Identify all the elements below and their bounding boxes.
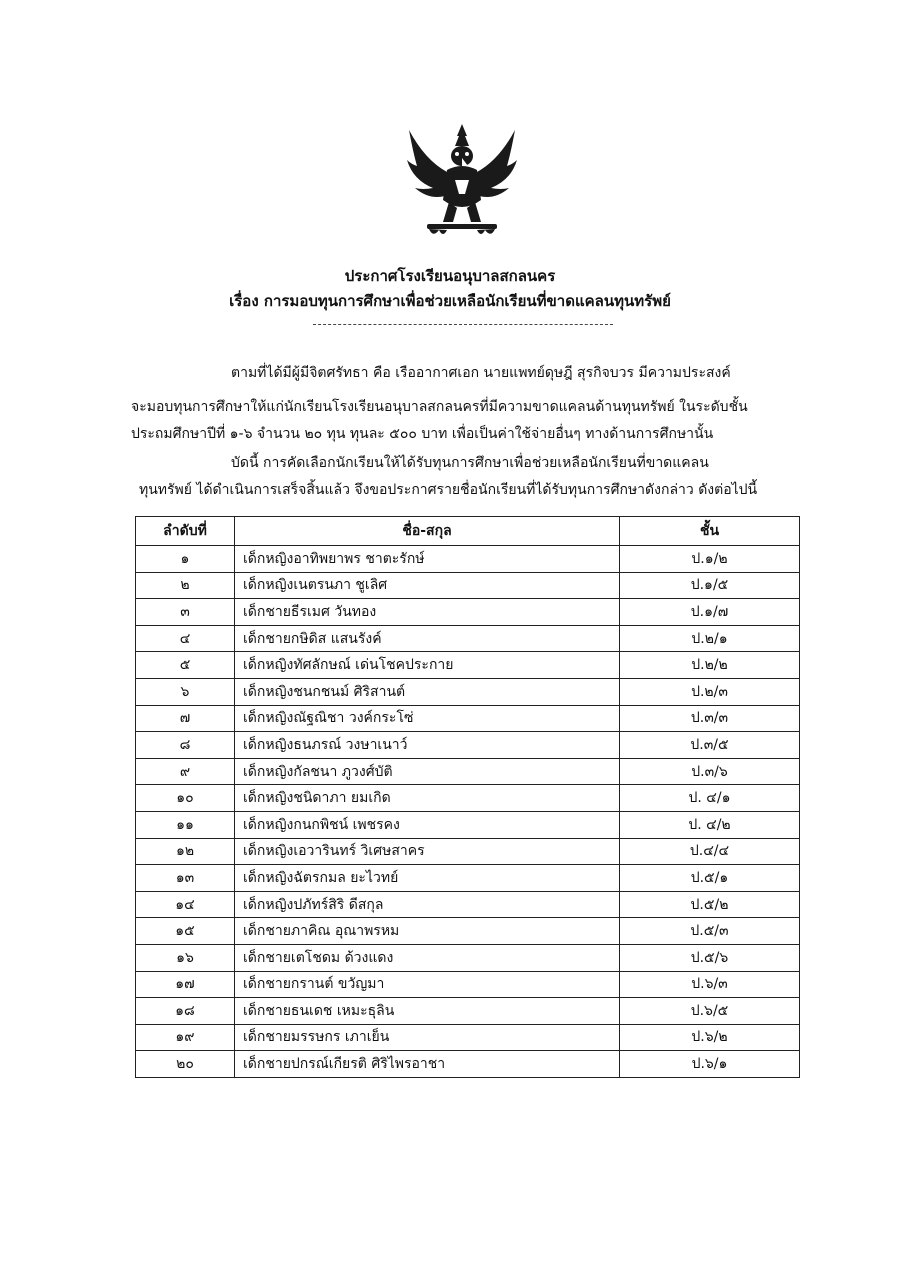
row-name: เด็กชายธนเดช เหมะธุลิน (235, 998, 620, 1025)
table-row (136, 838, 800, 865)
row-name: เด็กหญิงปภัทร์สิริ ดีสกุล (235, 891, 620, 918)
row-class: ป.๓/๕ (620, 732, 800, 759)
row-class: ป.๖/๓ (620, 971, 800, 998)
row-name: เด็กหญิงชนิดาภา ยมเกิด (235, 785, 620, 812)
table-row (136, 625, 800, 652)
row-order: ๑ (136, 546, 235, 573)
body-line-2: จะมอบทุนการศึกษาให้แก่นักเรียนโรงเรียนอนุบาลสกลนครที่มีความขาดแคลนด้านทุนทรัพย์ ในระดับชั้น (131, 399, 748, 415)
table-row (136, 944, 800, 971)
row-order: ๑๘ (136, 998, 235, 1025)
row-class: ป.๔/๔ (620, 838, 800, 865)
table-row (136, 811, 800, 838)
table-row (136, 572, 800, 599)
row-order: ๘ (136, 732, 235, 759)
table-row (136, 732, 800, 759)
row-class: ป.๕/๓ (620, 918, 800, 945)
row-class: ป.๓/๓ (620, 705, 800, 732)
body-line-4: บัดนี้ การคัดเลือกนักเรียนให้ได้รับทุนการศึกษาเพื่อช่วยเหลือนักเรียนที่ขาดแคลน (231, 455, 709, 471)
row-name: เด็กชายมรรษกร เภาเย็น (235, 1024, 620, 1051)
row-order: ๑๗ (136, 971, 235, 998)
page-title: ประกาศโรงเรียนอนุบาลสกลนคร (344, 267, 556, 285)
table-row (136, 891, 800, 918)
row-class: ป.๖/๑ (620, 1051, 800, 1078)
row-name: เด็กหญิงกัลชนา ภูวงศ์บัติ (235, 758, 620, 785)
row-class: ป.๕/๖ (620, 944, 800, 971)
row-class: ป.๒/๑ (620, 625, 800, 652)
row-class: ป.๓/๖ (620, 758, 800, 785)
table-row (136, 1051, 800, 1078)
row-class: ป.๕/๑ (620, 865, 800, 892)
table-row (136, 998, 800, 1025)
table-row (136, 546, 800, 573)
row-order: ๑๐ (136, 785, 235, 812)
table-header-row (136, 517, 800, 546)
row-name: เด็กชายกษิดิส แสนรังค์ (235, 625, 620, 652)
body-line-1: ตามที่ได้มีผู้มีจิตศรัทธา คือ เรืออากาศเอก นายแพทย์ดุษฎี สุรกิจบวร มีความประสงค์ (231, 365, 731, 381)
separator-dashed-line (313, 324, 613, 325)
row-class: ป. ๔/๑ (620, 785, 800, 812)
row-class: ป.๒/๒ (620, 652, 800, 679)
garuda-emblem-icon (403, 122, 521, 240)
row-order: ๗ (136, 705, 235, 732)
scholarship-table (135, 516, 800, 1078)
row-name: เด็กหญิงอาทิพยาพร ชาตะรักษ์ (235, 546, 620, 573)
table-row (136, 758, 800, 785)
row-order: ๑๓ (136, 865, 235, 892)
row-name: เด็กหญิงฉัตรกมล ยะไวทย์ (235, 865, 620, 892)
row-order: ๑๖ (136, 944, 235, 971)
row-class: ป.๕/๒ (620, 891, 800, 918)
row-class: ป.๑/๕ (620, 572, 800, 599)
row-class: ป.๑/๗ (620, 599, 800, 626)
row-name: เด็กหญิงเนตรนภา ชูเลิศ (235, 572, 620, 599)
row-order: ๕ (136, 652, 235, 679)
header-class: ชั้น (620, 517, 800, 546)
row-class: ป.๖/๕ (620, 998, 800, 1025)
row-name: เด็กหญิงณัฐณิชา วงค์กระโซ่ (235, 705, 620, 732)
row-class: ป. ๔/๒ (620, 811, 800, 838)
row-class: ป.๑/๒ (620, 546, 800, 573)
table-row (136, 1024, 800, 1051)
table-row (136, 705, 800, 732)
table-row (136, 971, 800, 998)
row-order: ๑๒ (136, 838, 235, 865)
table-row (136, 678, 800, 705)
row-order: ๖ (136, 678, 235, 705)
page-subject: เรื่อง การมอบทุนการศึกษาเพื่อช่วยเหลือนักเรียนที่ขาดแคลนทุนทรัพย์ (229, 292, 671, 310)
row-class: ป.๖/๒ (620, 1024, 800, 1051)
header-order: ลำดับที่ (136, 517, 235, 546)
table-row (136, 652, 800, 679)
row-order: ๒ (136, 572, 235, 599)
row-name: เด็กหญิงกนกพิชน์ เพชรคง (235, 811, 620, 838)
row-name: เด็กชายภาคิณ อุณาพรหม (235, 918, 620, 945)
row-name: เด็กหญิงธนภรณ์ วงษาเนาว์ (235, 732, 620, 759)
row-order: ๑๔ (136, 891, 235, 918)
table-row (136, 785, 800, 812)
row-name: เด็กชายปกรณ์เกียรติ ศิริไพรอาชา (235, 1051, 620, 1078)
table-row (136, 865, 800, 892)
body-line-5: ทุนทรัพย์ ได้ดำเนินการเสร็จสิ้นแล้ว จึงขอประกาศรายชื่อนักเรียนที่ได้รับทุนการศึกษาดังกล่าว ดังต่อไปนี้ (139, 482, 758, 498)
row-name: เด็กชายธีรเมศ วันทอง (235, 599, 620, 626)
body-line-3: ประถมศึกษาปีที่ ๑-๖ จำนวน ๒๐ ทุน ทุนละ ๕๐๐ บาท เพื่อเป็นค่าใช้จ่ายอื่นๆ ทางด้านการศึกษานั้น (131, 426, 714, 442)
table-row (136, 599, 800, 626)
row-name: เด็กชายเตโชดม ด้วงแดง (235, 944, 620, 971)
row-order: ๑๑ (136, 811, 235, 838)
row-order: ๙ (136, 758, 235, 785)
row-name: เด็กหญิงทัศลักษณ์ เด่นโชคประกาย (235, 652, 620, 679)
row-order: ๔ (136, 625, 235, 652)
row-name: เด็กหญิงเอวารินทร์ วิเศษสาคร (235, 838, 620, 865)
header-name: ชื่อ-สกุล (235, 517, 620, 546)
row-order: ๑๙ (136, 1024, 235, 1051)
row-order: ๑๕ (136, 918, 235, 945)
row-order: ๒๐ (136, 1051, 235, 1078)
row-name: เด็กชายกรานต์ ขวัญมา (235, 971, 620, 998)
row-name: เด็กหญิงชนกชนม์ ศิริสานต์ (235, 678, 620, 705)
table-row (136, 918, 800, 945)
row-order: ๓ (136, 599, 235, 626)
row-class: ป.๒/๓ (620, 678, 800, 705)
